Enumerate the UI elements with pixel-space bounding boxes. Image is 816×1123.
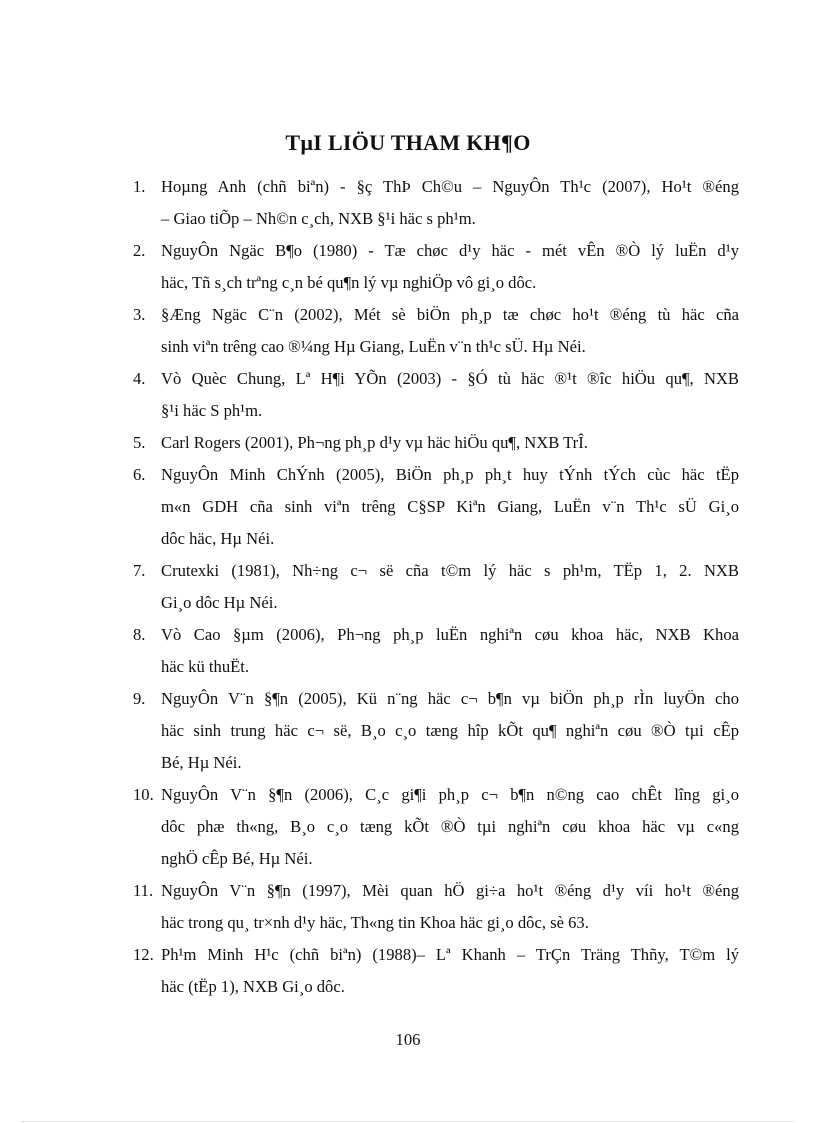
reference-text-line: häc, Tñ s¸ch trªng c¸n bé qu¶n lý vµ nghiÖp vô gi¸o dôc. bbox=[161, 273, 537, 292]
reference-text-line: NguyÔn V¨n §¶n (1997), Mèi quan hÖ gi÷a ho¹t ®éng d¹y víi ho¹t ®éng bbox=[161, 881, 739, 900]
reference-text-line: Crutexki (1981), Nh÷ng c¬ së cña t©m lý häc s ph¹m, TËp 1, 2. NXB bbox=[161, 561, 739, 580]
reference-item bbox=[133, 779, 739, 875]
reference-number: 11. bbox=[133, 881, 154, 900]
reference-text-line: häc sinh trung häc c¬ së, B¸o c¸o tæng hîp kÕt qu¶ nghiªn cøu ®Ò tµi cÊp bbox=[161, 721, 739, 740]
reference-text-line: Ph¹m Minh H¹c (chñ biªn) (1988)– Lª Khanh – TrÇn Träng Thñy, T©m lý bbox=[161, 945, 739, 964]
page-bottom-divider bbox=[22, 1121, 794, 1122]
reference-text-line: sinh viªn trêng cao ®¼ng Hµ Giang, LuËn v¨n th¹c sÜ. Hµ Néi. bbox=[161, 337, 586, 356]
reference-item bbox=[133, 619, 739, 683]
page-number: 106 bbox=[395, 1030, 421, 1049]
reference-number: 7. bbox=[133, 561, 146, 580]
reference-item bbox=[133, 427, 739, 459]
reference-item bbox=[133, 875, 739, 939]
reference-text-line: Vò Cao §µm (2006), Ph¬ng ph¸p luËn nghiªn cøu khoa häc, NXB Khoa bbox=[161, 625, 739, 644]
reference-text-line: Gi¸o dôc Hµ Néi. bbox=[161, 593, 278, 612]
reference-text-line: NguyÔn V¨n §¶n (2005), Kü n¨ng häc c¬ b¶n vµ biÖn ph¸p rÌn luyÖn cho bbox=[161, 689, 739, 708]
reference-item bbox=[133, 555, 739, 619]
reference-list bbox=[133, 171, 739, 1003]
reference-item bbox=[133, 363, 739, 427]
reference-number: 3. bbox=[133, 305, 146, 324]
reference-text-line: §Æng Ngäc C¨n (2002), Mét sè biÖn ph¸p tæ chøc ho¹t ®éng tù häc cña bbox=[161, 305, 739, 324]
reference-number: 5. bbox=[133, 433, 146, 452]
reference-text-line: – Giao tiÕp – Nh©n c¸ch, NXB §¹i häc s ph¹m. bbox=[161, 209, 476, 228]
reference-text-line: häc kü thuËt. bbox=[161, 657, 250, 676]
reference-number: 4. bbox=[133, 369, 146, 388]
reference-text-line: häc (tËp 1), NXB Gi¸o dôc. bbox=[161, 977, 345, 996]
reference-number: 2. bbox=[133, 241, 146, 260]
reference-text-line: m«n GDH cña sinh viªn trêng C§SP Kiªn Giang, LuËn v¨n Th¹c sÜ Gi¸o bbox=[161, 497, 739, 516]
reference-number: 8. bbox=[133, 625, 146, 644]
reference-item bbox=[133, 299, 739, 363]
reference-number: 12. bbox=[133, 945, 154, 964]
reference-text-line: Carl Rogers (2001), Ph¬ng ph¸p d¹y vµ häc hiÖu qu¶, NXB TrÎ. bbox=[161, 433, 588, 452]
reference-text-line: NguyÔn Ngäc B¶o (1980) - Tæ chøc d¹y häc - mét vÊn ®Ò lý luËn d¹y bbox=[161, 241, 739, 260]
reference-number: 6. bbox=[133, 465, 146, 484]
reference-item bbox=[133, 683, 739, 779]
reference-text-line: §¹i häc S ph¹m. bbox=[161, 401, 263, 420]
reference-text-line: Hoµng Anh (chñ biªn) - §ç ThÞ Ch©u – NguyÔn Th¹c (2007), Ho¹t ®éng bbox=[161, 177, 739, 196]
reference-text-line: nghÖ cÊp Bé, Hµ Néi. bbox=[161, 849, 313, 868]
page-title: TµI LIÖU THAM KH¶O bbox=[285, 130, 531, 155]
reference-number: 1. bbox=[133, 177, 146, 196]
reference-text-line: häc trong qu¸ tr×nh d¹y häc, Th«ng tin Khoa häc gi¸o dôc, sè 63. bbox=[161, 913, 589, 932]
reference-item bbox=[133, 939, 739, 1003]
reference-text-line: dôc phæ th«ng, B¸o c¸o tæng kÕt ®Ò tµi nghiªn cøu khoa häc vµ c«ng bbox=[161, 817, 739, 836]
reference-text-line: Vò Quèc Chung, Lª H¶i YÕn (2003) - §Ó tù häc ®¹t ®îc hiÖu qu¶, NXB bbox=[161, 369, 739, 388]
reference-text-line: NguyÔn V¨n §¶n (2006), C¸c gi¶i ph¸p c¬ b¶n n©ng cao chÊt lîng gi¸o bbox=[161, 785, 739, 804]
reference-text-line: dôc häc, Hµ Néi. bbox=[161, 529, 275, 548]
reference-text-line: Bé, Hµ Néi. bbox=[161, 753, 242, 772]
reference-item bbox=[133, 459, 739, 555]
reference-item bbox=[133, 235, 739, 299]
reference-number: 9. bbox=[133, 689, 146, 708]
reference-number: 10. bbox=[133, 785, 154, 804]
reference-item bbox=[133, 171, 739, 235]
reference-text-line: NguyÔn Minh ChÝnh (2005), BiÖn ph¸p ph¸t huy tÝnh tÝch cùc häc tËp bbox=[161, 465, 739, 484]
